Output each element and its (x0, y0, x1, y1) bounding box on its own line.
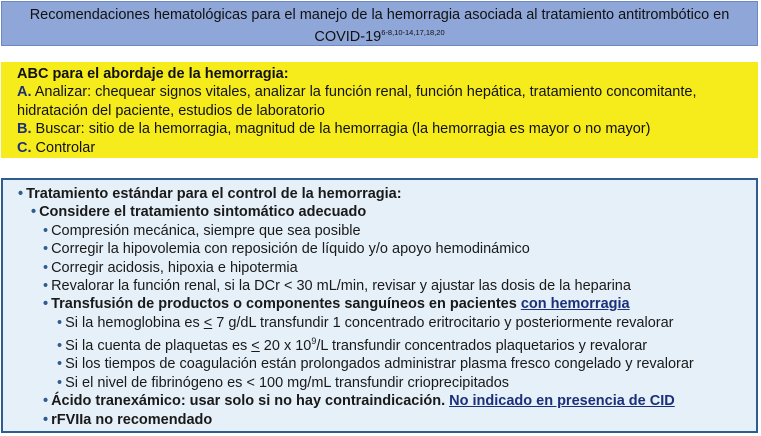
txa-note: No indicado en presencia de CID (449, 393, 675, 410)
transfusion-underlined: con hemorragia (520, 296, 630, 313)
treatment-item (3, 222, 756, 240)
bullet: • (57, 314, 63, 331)
bullet: • (31, 204, 37, 221)
rfviia-text: rFVIIa no recomendado (51, 411, 213, 428)
abc-key-c: C. (17, 139, 32, 156)
hb-pre: Si la hemoglobina es (65, 314, 204, 331)
treatment-item-text: Revalorar la función renal, si la DCr < 30 mL/min, revisar y ajustar las dosis de la heparina (51, 278, 631, 295)
bullet: • (43, 259, 49, 276)
bullet: • (43, 222, 49, 239)
rfviia-row (3, 411, 756, 429)
abc-item-a (17, 83, 758, 101)
bullet: • (43, 393, 49, 410)
treatment-title-row (3, 185, 756, 203)
bullet: • (43, 411, 49, 428)
treatment-box (1, 178, 758, 433)
abc-text-c: Controlar (31, 139, 96, 156)
treatment-item-text: Corregir la hipovolemia con reposición de líquido y/o apoyo hemodinámico (51, 241, 530, 258)
plt-post: /L transfundir concentrados plaquetarios y revalorar (316, 338, 648, 355)
abc-title: ABC para el abordaje de la hemorragia: (17, 66, 289, 82)
bullet: • (57, 374, 63, 391)
treatment-item (3, 240, 756, 258)
abc-box (1, 62, 758, 158)
treatment-subtitle-row (3, 203, 756, 221)
abc-text-a: Analizar: chequear signos vitales, analizar la función renal, función hepática, tratamiento concomitante, (31, 84, 697, 101)
abc-text-b: Buscar: sitio de la hemorragia, magnitud de la hemorragia (la hemorragia es mayor o no mayor) (31, 121, 651, 138)
treatment-title: Tratamiento estándar para el control de la hemorragia: (26, 186, 402, 202)
abc-key-a: A. (17, 84, 32, 101)
transfusion-row (3, 295, 756, 313)
hb-post: 7 g/dL transfundir 1 concentrado eritrocitario y posteriormente revalorar (212, 314, 674, 331)
title-line-2 (2, 24, 757, 46)
abc-item-b (17, 120, 758, 138)
bullet: • (43, 296, 49, 313)
treatment-item (3, 277, 756, 295)
bullet: • (43, 278, 49, 295)
treatment-subtitle: Considere el tratamiento sintomático adecuado (39, 204, 367, 221)
plt-pre: Si la cuenta de plaquetas es (65, 338, 252, 355)
fib-text: Si el nivel de fibrinógeno es < 100 mg/mL transfundir crioprecipitados (65, 374, 510, 391)
treatment-item (3, 259, 756, 277)
abc-item-c (17, 139, 758, 157)
title-covid: COVID-19 (314, 29, 382, 45)
transfusion-item (3, 332, 756, 355)
bullet: • (57, 338, 63, 355)
title-references: 6-8,10-14,17,18,20 (381, 28, 445, 37)
txa-label: Ácido tranexámico: usar solo si no hay contraindicación. (51, 393, 450, 410)
bullet: • (57, 356, 63, 373)
treatment-item-text: Corregir acidosis, hipoxia e hipotermia (51, 259, 298, 276)
transfusion-item (3, 374, 756, 392)
treatment-item-text: Compresión mecánica, siempre que sea posible (51, 222, 361, 239)
transfusion-item (3, 314, 756, 332)
abc-item-a-cont: hidratación del paciente, estudios de laboratorio (17, 102, 325, 119)
plt-symbol: < (251, 338, 260, 355)
abc-key-b: B. (17, 121, 32, 138)
plt-superscript: 9 (311, 336, 317, 347)
hb-symbol: < (203, 314, 213, 331)
title-line-1: Recomendaciones hematológicas para el manejo de la hemorragia asociada al tratamiento antitrombótico en (29, 7, 730, 23)
transfusion-item (3, 355, 756, 373)
coag-text: Si los tiempos de coagulación están prolongados administrar plasma fresco congelado y revalorar (65, 356, 694, 373)
title-banner (1, 1, 758, 46)
bullet: • (18, 186, 24, 202)
transfusion-label: Transfusión de productos o componentes sanguíneos en pacientes (51, 296, 521, 313)
txa-row (3, 392, 756, 410)
plt-mid: 20 x 10 (259, 338, 312, 355)
bullet: • (43, 241, 49, 258)
